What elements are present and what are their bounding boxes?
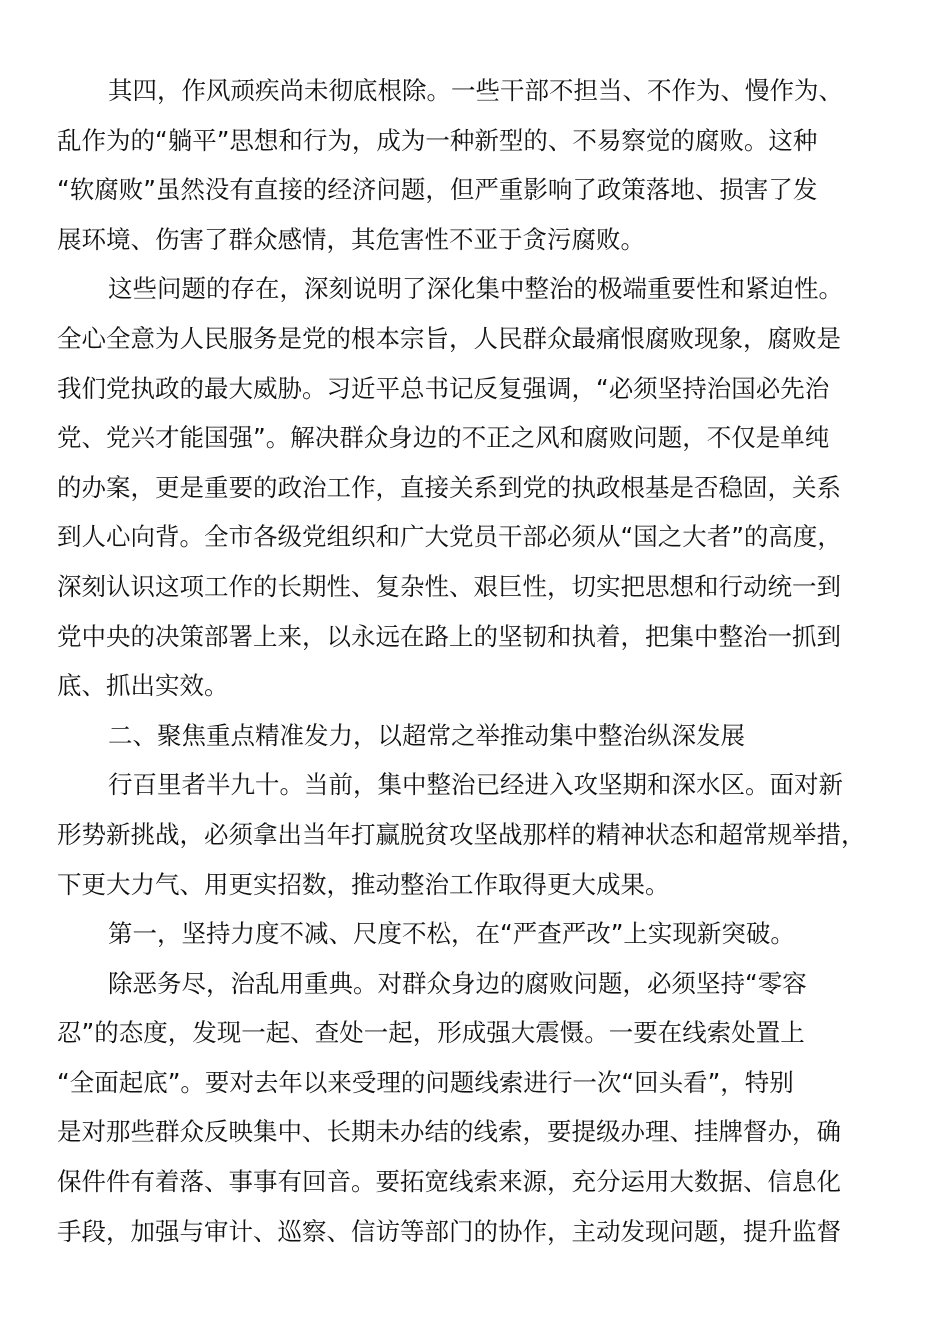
- text-line: 党中央的决策部署上来，以永远在路上的坚韧和执着，把集中整治一抓到: [57, 621, 841, 651]
- text-line: 底、抓出实效。: [57, 671, 229, 701]
- subsection-heading: 第一，坚持力度不减、尺度不松，在“严查严改”上实现新突破。: [108, 919, 795, 949]
- text-line: “全面起底”。要对去年以来受理的问题线索进行一次“回头看”，特别: [57, 1067, 794, 1097]
- text-line: 其四，作风顽疾尚未彻底根除。一些干部不担当、不作为、慢作为、: [108, 76, 843, 105]
- text-line: 忍”的态度，发现一起、查处一起，形成强大震慑。一要在线索处置上: [57, 1018, 805, 1048]
- document-page: [57, 66, 897, 1256]
- text-line: “软腐败”虽然没有直接的经济问题，但严重影响了政策落地、损害了发: [57, 175, 818, 205]
- text-line: 保件件有着落、事事有回音。要拓宽线索来源，充分运用大数据、信息化: [57, 1167, 841, 1197]
- text-line: 全心全意为人民服务是党的根本宗旨，人民群众最痛恨腐败现象，腐败是: [57, 323, 841, 353]
- text-line: 的办案，更是重要的政治工作，直接关系到党的执政根基是否稳固，关系: [57, 472, 841, 502]
- text-line: 党、党兴才能国强”。解决群众身边的不正之风和腐败问题，不仅是单纯: [57, 423, 830, 453]
- text-line: 展环境、伤害了群众感情，其危害性不亚于贪污腐败。: [57, 224, 645, 254]
- text-line: 形势新挑战，必须拿出当年打赢脱贫攻坚战那样的精神状态和超常规举措，: [57, 819, 866, 849]
- text-line: 这些问题的存在，深刻说明了深化集中整治的极端重要性和紧迫性。: [108, 274, 843, 304]
- text-line: 乱作为的“躺平”思想和行为，成为一种新型的、不易察觉的腐败。这种: [57, 125, 818, 155]
- text-line: 我们党执政的最大威胁。习近平总书记反复强调，“必须坚持治国必先治: [57, 373, 830, 403]
- text-line: 深刻认识这项工作的长期性、复杂性、艰巨性，切实把思想和行动统一到: [57, 571, 841, 601]
- text-line: 除恶务尽，治乱用重典。对群众身边的腐败问题，必须坚持“零容: [108, 968, 807, 998]
- text-line: 下更大力气、用更实招数，推动整治工作取得更大成果。: [57, 869, 670, 899]
- section-heading: 二、聚焦重点精准发力，以超常之举推动集中整治纵深发展: [108, 720, 745, 750]
- text-line: 是对那些群众反映集中、长期未办结的线索，要提级办理、挂牌督办，确: [57, 1117, 841, 1147]
- text-line: 行百里者半九十。当前，集中整治已经进入攻坚期和深水区。面对新: [108, 770, 843, 800]
- text-line: 手段，加强与审计、巡察、信访等部门的协作，主动发现问题，提升监督: [57, 1216, 841, 1246]
- text-line: 到人心向背。全市各级党组织和广大党员干部必须从“国之大者”的高度，: [57, 522, 842, 552]
